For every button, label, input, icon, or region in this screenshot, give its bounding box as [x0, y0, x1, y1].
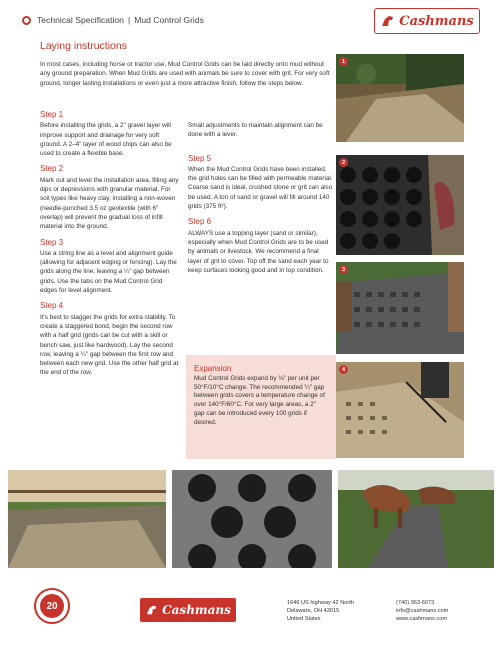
photo-step-1: [336, 54, 464, 142]
step-body: It's best to stagger the grids for extra stability. To create a staggered bond, begin the second row with a half grid (grids can be cut with a skill or bench saw, just like hardwood). Lay the second row, leaving a ¼" gap between the first row and between each new grid. Use the other half grid at the end of the row.: [40, 313, 179, 377]
photo-bottom-middle: [172, 470, 332, 568]
photo-bottom-right: [338, 470, 494, 568]
photo-number: 3: [339, 265, 348, 274]
website-link[interactable]: www.cashmans.com: [396, 616, 447, 622]
step-title: Step 6: [188, 217, 212, 227]
photo-step-2: [336, 155, 464, 255]
email-link[interactable]: info@cashmans.com: [396, 608, 449, 614]
expansion-body: Mud Control Grids expand by ⅛" per unit per 50°F/10°C change. The recommended ¼" gap between grids covers a temperature change of over 140°F/60°C. For very large areas, a 2" gap can be introduced every 100 grids if desired.: [194, 375, 325, 426]
expansion-title: Expansion: [194, 364, 232, 373]
horse-logo-icon: [145, 604, 159, 616]
brand-name: Cashmans: [399, 13, 474, 29]
photo-number: 1: [339, 57, 348, 66]
address-line: 1646 US highway 42 North: [287, 600, 354, 606]
photo-number: 2: [339, 158, 348, 167]
badge-number: 20: [40, 594, 64, 618]
steps-column-left: [40, 110, 180, 384]
photo-number: 4: [339, 365, 348, 374]
address-line: Delaware, OH 43015: [287, 608, 340, 614]
horse-logo-icon: [380, 14, 396, 28]
grid-closeup-photo: [172, 470, 332, 568]
step-body: Small adjustments to maintain alignment can be done with a lever.: [188, 122, 323, 139]
step-title: Step 3: [40, 237, 64, 247]
anniversary-badge: [34, 588, 70, 624]
step-title: Step 5: [188, 153, 212, 163]
step-body: Before installing the grids, a 2" gravel layer will improve support and drainage for very soft ground. A 2–4" layer of wood chips can also be used to create a flexible base.: [40, 122, 172, 158]
step-body: Mark out and level the installation area, filling any dips or depressions with granular material. For soil types like heavy clay, installing a non-woven (needle-punched 3.5 oz geotextile (with 6" overlap) will prevent the gradual loss of infill material into the ground.: [40, 176, 179, 231]
footer-brand-logo[interactable]: [140, 598, 236, 622]
laying-grids-photo: [336, 262, 464, 354]
header-product: Mud Control Grids: [134, 15, 204, 25]
expansion-callout: [186, 355, 336, 459]
steps-column-middle: [188, 121, 333, 281]
brand-logo: [374, 8, 480, 34]
phone-number[interactable]: (740) 363-6073: [396, 600, 435, 606]
step-title: Step 4: [40, 301, 64, 311]
address-line: United States: [287, 616, 321, 622]
step-body: ALWAYS use a topping layer (sand or similar), especially when Mud Control Grids are to be used by animals or livestock. We recommend a final layer of grit to cover. Top off the sand each year to keep surfaces looking good and in top condition.: [188, 229, 329, 274]
bullet-icon: [22, 16, 31, 25]
grids-field-photo: [8, 470, 166, 568]
address-block: [287, 599, 354, 623]
section-title: Laying instructions: [40, 40, 127, 52]
photo-step-3: [336, 262, 464, 354]
photo-bottom-left: [8, 470, 166, 568]
contact-block: [396, 599, 448, 623]
footer-brand-name: Cashmans: [162, 603, 231, 617]
intro-paragraph: In most cases, including horse or tractor use, Mud Control Grids can be laid directly onto mud without any ground preparation. When Mud Grids are used with animals be sure to cover with grit. For very soft ground, longer lasting installations or even just a more attractive finish, follow the steps below.: [40, 61, 330, 87]
header-separator: |: [127, 15, 131, 25]
spreading-sand-photo: [336, 362, 464, 458]
step-body: When the Mud Control Grids have been installed, the grid holes can be filled with permeable material. Coarse sand is ideal, crushed stone or grit can also be used. A ton of sand or gravel will fill around 140 grids (375 ft²).: [188, 165, 333, 211]
gravel-field-photo: [336, 54, 464, 142]
step-title: Step 2: [40, 164, 64, 174]
horses-on-grids-photo: [338, 470, 494, 568]
header-doc-type: Technical Specification: [37, 15, 124, 25]
step-title: Step 1: [40, 110, 64, 119]
photo-step-4: [336, 362, 464, 458]
step-body: Use a string line as a level and alignment guide (allowing for adjacent edging or fencing). Lay the grids along the line, leaving a ¼" gap between grids. Use the tabs on the Mud Control Grid edges for level alignment.: [40, 249, 177, 295]
grids-filled-photo: [336, 155, 464, 255]
